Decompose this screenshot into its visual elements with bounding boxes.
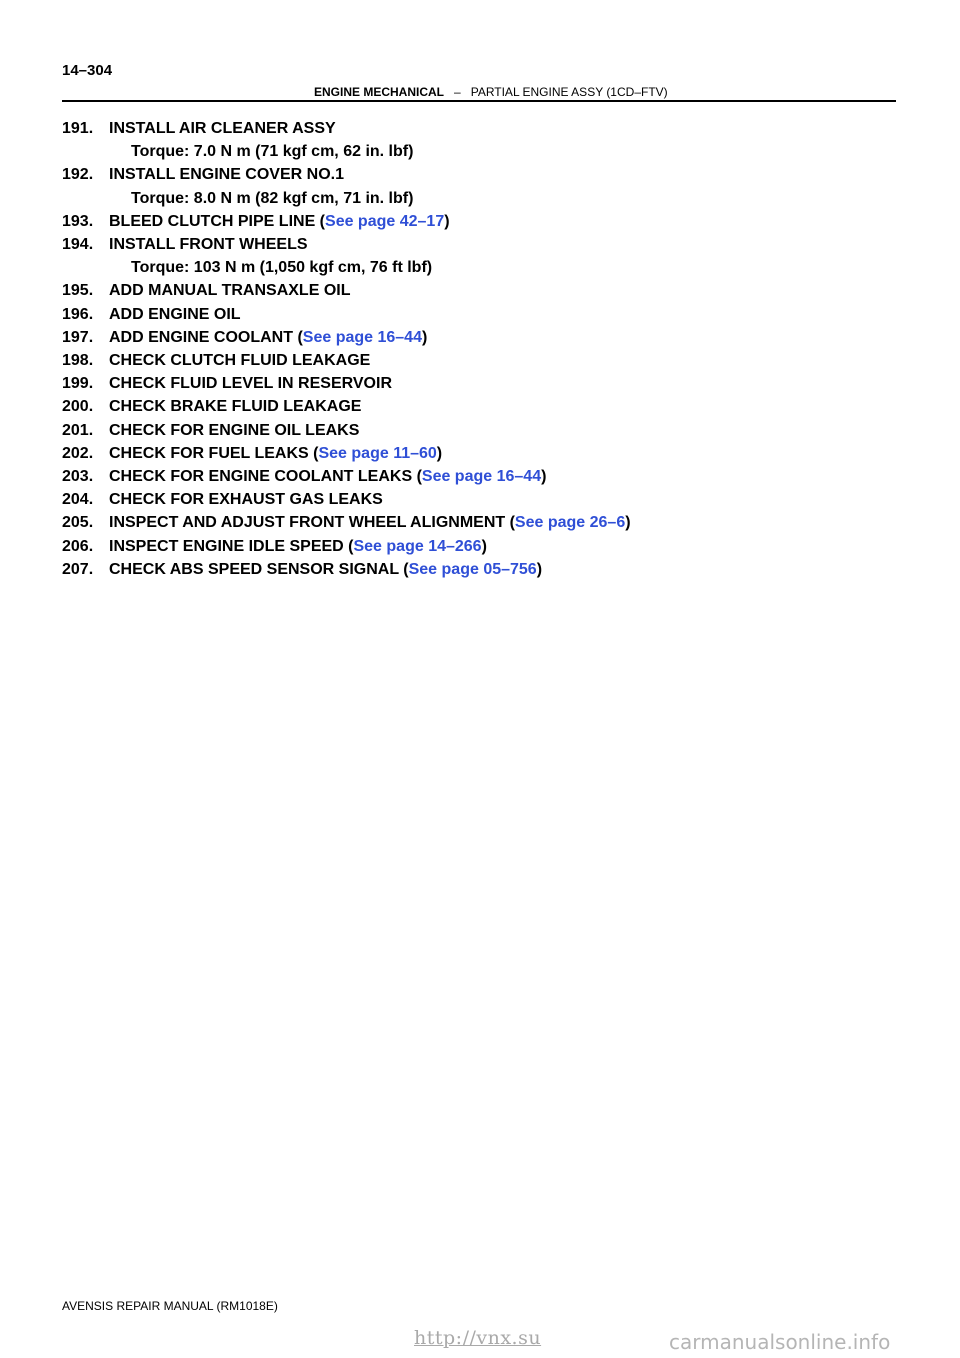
torque-spec: Torque: 103 N m (1,050 kgf cm, 76 ft lbf) [131,259,433,277]
see-page-link[interactable]: See page 05–756 [408,560,537,578]
step-text-suffix: ) [536,560,543,578]
step-text: INSTALL FRONT WHEELS [109,236,308,254]
procedure-step [62,303,896,326]
procedure-step [62,442,896,465]
procedure-step [62,210,896,233]
step-number: 195. [62,282,94,300]
step-text: CHECK FOR FUEL LEAKS ( [109,444,319,462]
step-text: CHECK FLUID LEVEL IN RESERVOIR [109,375,392,393]
step-text: CHECK FOR EXHAUST GAS LEAKS [109,491,383,509]
step-number: 198. [62,352,94,370]
procedure-step [62,372,896,395]
step-number: 204. [62,491,94,509]
procedure-step [62,233,896,279]
page-header [314,85,668,99]
step-text-suffix: ) [541,468,547,486]
procedure-step [62,326,896,349]
see-page-link[interactable]: See page 14–266 [353,537,482,555]
step-number: 193. [62,212,94,230]
step-number: 196. [62,305,94,323]
procedure-step [62,117,896,163]
procedure-step [62,558,896,581]
step-text: CHECK FOR ENGINE OIL LEAKS [109,421,360,439]
step-number: 206. [62,537,94,555]
procedure-step [62,488,896,511]
see-page-link[interactable]: See page 42–17 [325,212,445,230]
step-text-suffix: ) [444,212,450,230]
step-number: 192. [62,166,94,184]
page-number: 14–304 [62,62,113,79]
procedure-step [62,395,896,418]
step-number: 197. [62,328,94,346]
step-text: ADD ENGINE COOLANT ( [109,328,303,346]
step-text: INSTALL AIR CLEANER ASSY [109,120,336,137]
step-text: INSPECT ENGINE IDLE SPEED ( [109,537,354,555]
step-text: INSTALL ENGINE COVER NO.1 [109,166,344,184]
step-number: 205. [62,514,94,532]
watermark-url[interactable]: http://vnx.su [414,1327,542,1349]
step-number: 191. [62,120,94,137]
see-page-link[interactable]: See page 16–44 [421,468,542,486]
see-page-link[interactable]: See page 26–6 [514,514,626,532]
step-number: 201. [62,421,94,439]
torque-spec: Torque: 8.0 N m (82 kgf cm, 71 in. lbf) [131,189,414,207]
step-text-suffix: ) [625,514,631,532]
procedure-step [62,535,896,558]
step-number: 203. [62,468,94,486]
procedure-step [62,163,896,209]
step-text: ADD ENGINE OIL [109,305,241,323]
header-rule [62,100,896,102]
procedure-step [62,465,896,488]
torque-spec: Torque: 7.0 N m (71 kgf cm, 62 in. lbf) [131,143,414,161]
step-text: INSPECT AND ADJUST FRONT WHEEL ALIGNMENT ( [109,514,515,532]
see-page-link[interactable]: See page 11–60 [318,444,437,462]
step-text: BLEED CLUTCH PIPE LINE ( [109,212,326,230]
step-number: 194. [62,236,94,254]
step-text-suffix: ) [481,537,487,555]
step-number: 200. [62,398,94,416]
header-section: ENGINE MECHANICAL [314,85,445,99]
see-page-link[interactable]: See page 16–44 [302,328,422,346]
step-text-suffix: ) [421,328,428,346]
step-text: ADD MANUAL TRANSAXLE OIL [109,282,351,300]
step-number: 202. [62,444,94,462]
procedure-step [62,349,896,372]
step-text: CHECK BRAKE FLUID LEAKAGE [109,398,362,416]
procedure-step [62,511,896,534]
step-text-suffix: ) [436,444,443,462]
header-dash: – [454,85,461,99]
footer-manual-title: AVENSIS REPAIR MANUAL (RM1018E) [62,1299,278,1313]
procedure-steps [62,117,896,581]
step-text: CHECK CLUTCH FLUID LEAKAGE [109,352,371,370]
watermark-site: carmanualsonline.info [669,1330,891,1354]
step-text: CHECK ABS SPEED SENSOR SIGNAL ( [109,560,409,578]
step-number: 199. [62,375,94,393]
step-number: 207. [62,560,94,578]
step-text: CHECK FOR ENGINE COOLANT LEAKS ( [109,468,422,486]
procedure-step [62,419,896,442]
procedure-step [62,279,896,302]
header-subsection: PARTIAL ENGINE ASSY (1CD–FTV) [470,85,668,99]
